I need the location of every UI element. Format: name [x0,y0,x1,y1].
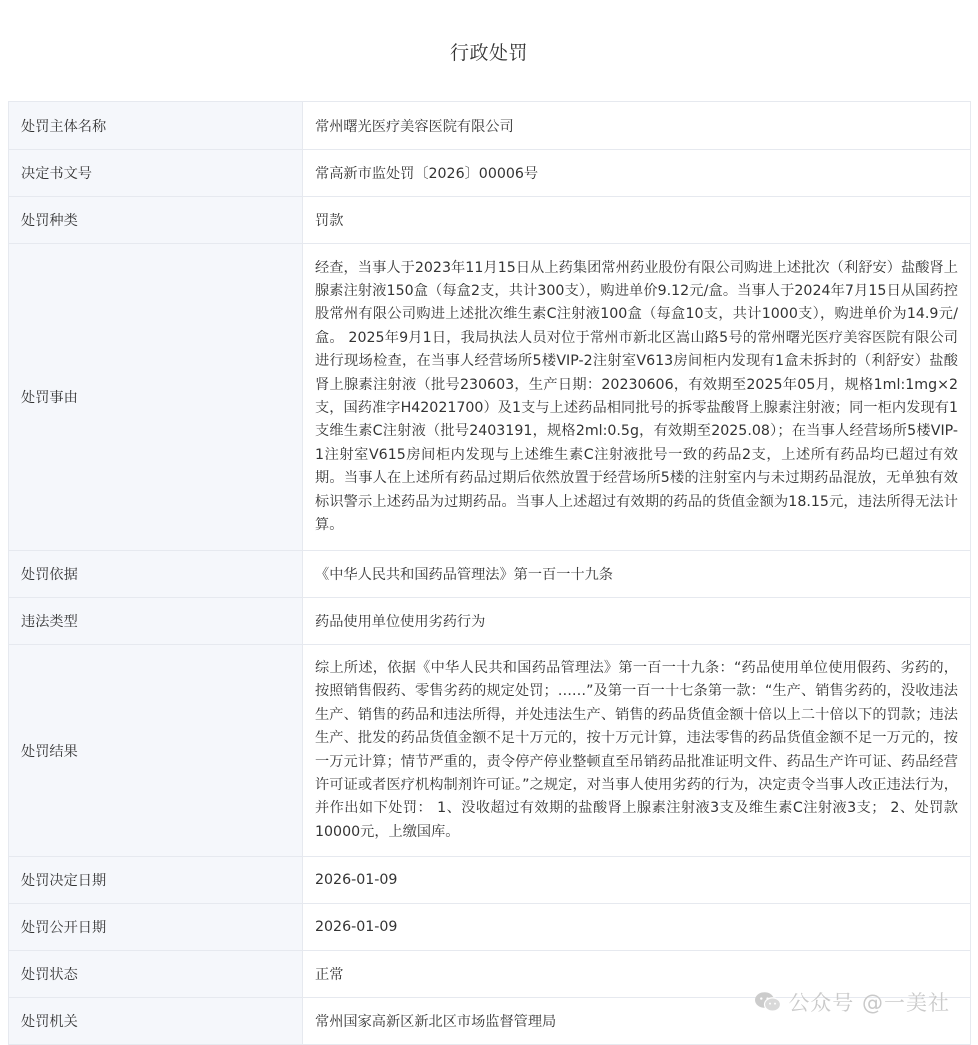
table-row-penalty-result [9,645,971,857]
row-label: 处罚主体名称 [9,102,303,150]
row-label: 决定书文号 [9,150,303,197]
row-label: 处罚决定日期 [9,857,303,904]
row-label: 处罚机关 [9,998,303,1045]
table-row-authority [9,998,971,1045]
row-value: 综上所述，依据《中华人民共和国药品管理法》第一百一十九条：“药品使用单位使用假药、劣药的，按照销售假药、零售劣药的规定处罚；……”及第一百一十七条第一款：“生产、销售劣药的，没收违法生产、销售的药品和违法所得，并处违法生产、销售的药品货值金额十倍以上二十倍以下的罚款；违法生产、批发的药品货值金额不足十万元的，按十万元计算，违法零售的药品货值金额不足一万元的，按一万元计算；情节严重的，责令停产停业整顿直至吊销药品批准证明文件、药品生产许可证、药品经营许可证或者医疗机构制剂许可证。”之规定，对当事人使用劣药的行为，决定责令当事人改正违法行为，并作出如下处罚： 1、没收超过有效期的盐酸肾上腺素注射液3支及维生素C注射液3支； 2、处罚款10000元，上缴国库。 [303,645,971,857]
table-row-decision-number [9,150,971,197]
table-row-publish-date [9,904,971,951]
table-row-penalty-basis [9,551,971,598]
row-value: 2026-01-09 [303,857,971,904]
table-row-decision-date [9,857,971,904]
row-value: 正常 [303,951,971,998]
row-value: 罚款 [303,197,971,244]
watermark-text: 公众号 @一美社 [788,991,950,1015]
row-label: 处罚公开日期 [9,904,303,951]
row-label: 处罚事由 [9,244,303,551]
penalty-info-table [8,101,971,1045]
table-row-status [9,951,971,998]
row-value: 2026-01-09 [303,904,971,951]
row-value: 经查，当事人于2023年11月15日从上药集团常州药业股份有限公司购进上述批次（利舒安）盐酸肾上腺素注射液150盒（每盒2支，共计300支），购进单价9.12元/盒。当事人于2024年7月15日从国药控股常州有限公司购进上述批次维生素C注射液100盒（每盒10支，共计1000支），购进单价为14.9元/盒。 2025年9月1日，我局执法人员对位于常州市新北区嵩山路5号的常州曙光医疗美容医院有限公司进行现场检查，在当事人经营场所5楼VIP-2注射室V613房间柜内发现有1盒未拆封的（利舒安）盐酸肾上腺素注射液（批号230603，生产日期：20230606，有效期至2025年05月，规格1ml:1mg×2支，国药准字H42021700）及1支与上述药品相同批号的拆零盐酸肾上腺素注射液；同一柜内发现有1支维生素C注射液（批号2403191，规格2ml:0.5g，有效期至2025.08）；在当事人经营场所5楼VIP-1注射室V615房间柜内发现与上述维生素C注射液批号一致的药品2支，上述所有药品均已超过有效期。当事人在上述所有药品过期后依然放置于经营场所5楼的注射室内与未过期药品混放，无单独有效标识警示上述药品为过期药品。当事人上述超过有效期的药品的货值金额为18.15元，违法所得无法计算。 [303,244,971,551]
row-label: 处罚种类 [9,197,303,244]
row-label: 处罚依据 [9,551,303,598]
table-row-entity-name [9,102,971,150]
page-title: 行政处罚 [449,42,528,64]
row-label: 处罚结果 [9,645,303,857]
row-label: 违法类型 [9,598,303,645]
row-value: 药品使用单位使用劣药行为 [303,598,971,645]
row-value: 常州曙光医疗美容医院有限公司 [303,102,971,150]
table-row-violation-type [9,598,971,645]
table-row-penalty-reason [9,244,971,551]
row-value: 《中华人民共和国药品管理法》第一百一十九条 [303,551,971,598]
row-value: 常高新市监处罚〔2026〕00006号 [303,150,971,197]
row-label: 处罚状态 [9,951,303,998]
row-value: 常州国家高新区新北区市场监督管理局 [303,998,971,1045]
table-row-penalty-type [9,197,971,244]
